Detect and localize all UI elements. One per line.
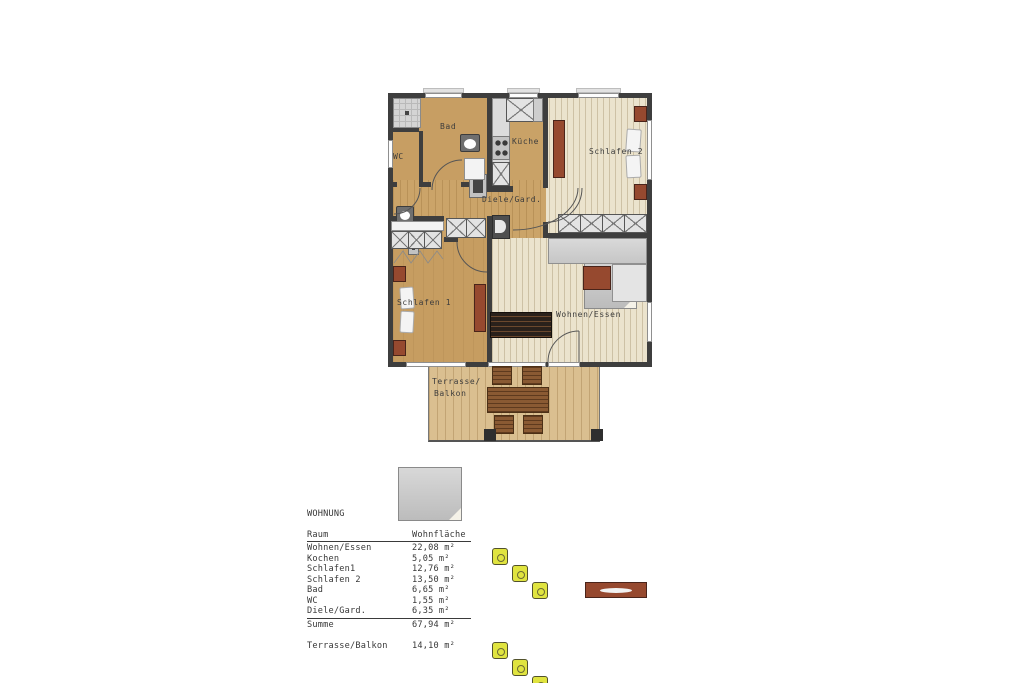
wardrobe-schlafen2 bbox=[558, 214, 647, 233]
row-area: 6,65 m² bbox=[412, 585, 450, 596]
sofa bbox=[548, 238, 647, 264]
nightstand bbox=[634, 184, 647, 200]
row-room: Diele/Gard. bbox=[307, 606, 367, 617]
row-area: 22,08 m² bbox=[412, 543, 455, 554]
label-terrasse-line1: Terrasse/ bbox=[432, 377, 481, 386]
dining-chair bbox=[512, 659, 528, 676]
wardrobe-x bbox=[424, 231, 442, 249]
wall-segment bbox=[580, 362, 652, 367]
table-row bbox=[307, 575, 471, 585]
dining-chair bbox=[532, 582, 548, 599]
kitchen-sink bbox=[492, 215, 510, 239]
dining-chair bbox=[532, 676, 548, 683]
tall-cabinet-schlafen2 bbox=[553, 120, 565, 178]
pillow bbox=[625, 155, 641, 179]
shower bbox=[393, 98, 421, 128]
header-wohnflaeche: Wohnfläche bbox=[412, 530, 466, 540]
terrace-table bbox=[487, 387, 549, 413]
window bbox=[647, 120, 652, 180]
row-room: Kochen bbox=[307, 553, 340, 564]
table-row bbox=[307, 606, 471, 616]
total-label: Summe bbox=[307, 619, 334, 630]
stove bbox=[492, 136, 510, 160]
label-schlafen2: Schlafen 2 bbox=[589, 147, 644, 156]
wardrobe-x bbox=[558, 214, 581, 233]
wardrobe-x bbox=[446, 218, 467, 238]
wardrobe-x bbox=[602, 214, 625, 233]
terrace-chair bbox=[492, 366, 512, 385]
window bbox=[647, 302, 652, 342]
label-bad: Bad bbox=[440, 122, 457, 131]
terrace-label: Terrasse/Balkon bbox=[307, 641, 388, 652]
terrace-value: 14,10 m² bbox=[412, 641, 455, 652]
balcony-post bbox=[591, 429, 603, 441]
balcony-post bbox=[484, 429, 496, 441]
row-room: Bad bbox=[307, 585, 324, 596]
wall-segment bbox=[393, 182, 397, 187]
kitchen-tall-cabinet bbox=[506, 98, 536, 122]
label-wohnen: Wohnen/Essen bbox=[556, 310, 621, 319]
bath-cabinet bbox=[464, 158, 485, 180]
wall-segment bbox=[647, 180, 652, 302]
row-room: Schlafen 2 bbox=[307, 574, 361, 585]
table-row bbox=[307, 554, 471, 564]
cabinet-x bbox=[492, 162, 510, 186]
fridge bbox=[533, 98, 543, 122]
sofa-chaise bbox=[612, 264, 647, 302]
wardrobe-x bbox=[580, 214, 603, 233]
label-diele: Diele/Gard. bbox=[482, 195, 542, 204]
cabinet-x bbox=[506, 98, 536, 122]
wall-segment bbox=[647, 93, 652, 120]
terrace-chair bbox=[523, 415, 543, 434]
label-kueche: Küche bbox=[512, 137, 540, 146]
toilet-bad bbox=[460, 134, 480, 152]
wardrobe-x bbox=[391, 231, 409, 249]
row-area: 6,35 m² bbox=[412, 606, 450, 617]
row-area: 12,76 m² bbox=[412, 564, 455, 575]
label-terrasse-line2: Balkon bbox=[434, 389, 467, 398]
dining-chair bbox=[512, 565, 528, 582]
table-row bbox=[307, 564, 471, 574]
label-schlafen1: Schlafen 1 bbox=[397, 298, 452, 307]
window bbox=[425, 93, 462, 98]
area-table bbox=[307, 509, 471, 652]
window bbox=[578, 93, 619, 98]
kitchen-base-cabinet bbox=[492, 162, 510, 186]
table-row bbox=[307, 543, 471, 553]
table-header-row bbox=[307, 530, 471, 540]
terrace-chair bbox=[522, 366, 542, 385]
row-area: 5,05 m² bbox=[412, 553, 450, 564]
hall-closet bbox=[446, 218, 486, 238]
wardrobe-schlafen1 bbox=[391, 231, 442, 249]
wardrobe-x bbox=[466, 218, 487, 238]
row-room: Schlafen1 bbox=[307, 564, 356, 575]
tall-cabinet-schlafen1 bbox=[474, 284, 486, 332]
closet-sliding-door bbox=[391, 221, 444, 231]
nightstand bbox=[393, 266, 406, 282]
wall-segment bbox=[543, 98, 548, 188]
table-row bbox=[307, 585, 471, 595]
nightstand bbox=[634, 106, 647, 122]
table-terrace-row bbox=[307, 641, 471, 651]
dining-chair bbox=[492, 642, 508, 659]
row-room: WC bbox=[307, 595, 318, 606]
dining-chair bbox=[492, 548, 508, 565]
coffee-table bbox=[583, 266, 611, 290]
pillow bbox=[399, 311, 414, 334]
table-title: WOHNUNG bbox=[307, 509, 345, 519]
wardrobe-x bbox=[408, 231, 426, 249]
wardrobe-x bbox=[624, 214, 647, 233]
wall-segment bbox=[388, 362, 406, 367]
table-row bbox=[307, 596, 471, 606]
window bbox=[406, 362, 466, 367]
dining-table bbox=[490, 312, 552, 338]
total-value: 67,94 m² bbox=[412, 619, 455, 630]
row-area: 1,55 m² bbox=[412, 595, 450, 606]
terrace-door-threshold bbox=[548, 362, 580, 367]
wall-segment bbox=[393, 128, 419, 132]
sideboard bbox=[585, 582, 647, 598]
label-wc: WC bbox=[393, 152, 404, 161]
row-room: Wohnen/Essen bbox=[307, 543, 372, 554]
terrace-chair bbox=[494, 415, 514, 434]
wall-segment bbox=[487, 186, 513, 192]
nightstand bbox=[393, 340, 406, 356]
table-total-row bbox=[307, 620, 471, 630]
wall-segment bbox=[419, 131, 423, 182]
header-raum: Raum bbox=[307, 530, 329, 540]
wall-segment bbox=[419, 182, 431, 187]
row-area: 13,50 m² bbox=[412, 574, 455, 585]
wall-segment bbox=[466, 362, 488, 367]
